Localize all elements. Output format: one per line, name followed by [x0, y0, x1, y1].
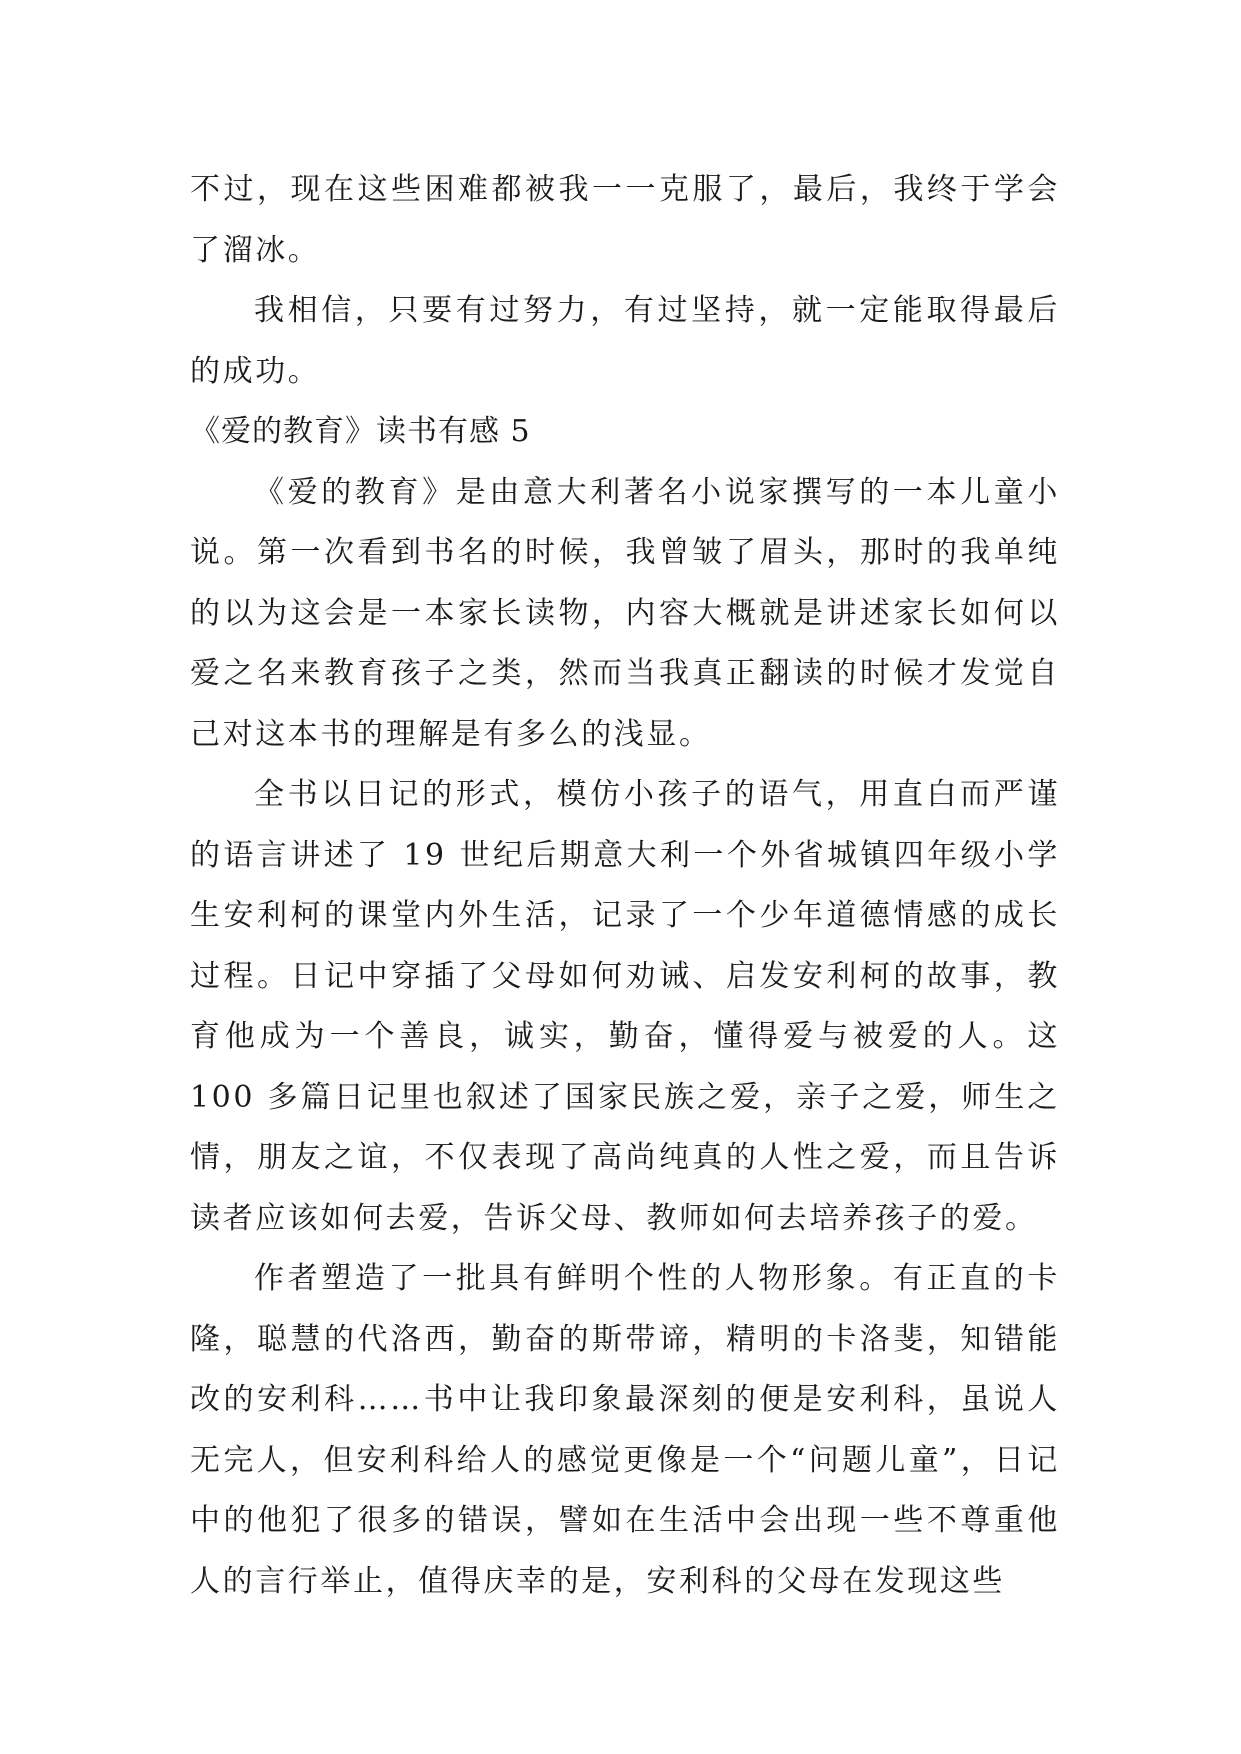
document-body: [190, 160, 1060, 1612]
paragraph-skating-conclusion: 不过，现在这些困难都被我一一克服了，最后，我终于学会了溜冰。: [190, 172, 1060, 268]
paragraph-characters: 作者塑造了一批具有鲜明个性的人物形象。有正直的卡隆，聪慧的代洛西，勤奋的斯带谛，精明的卡洛斐，知错能改的安利科……书中让我印象最深刻的便是安利科，虽说人无完人，但安利科给人的感觉更像是一个“问题儿童”，日记中的他犯了很多的错误，譬如在生活中会出现一些不尊重他人的言行举止，值得庆幸的是，安利科的父母在发现这些: [190, 1261, 1060, 1599]
paragraph-belief: 我相信，只要有过努力，有过坚持，就一定能取得最后的成功。: [190, 293, 1060, 389]
paragraph-book-intro: 《爱的教育》是由意大利著名小说家撰写的一本儿童小说。第一次看到书名的时候，我曾皱了眉头，那时的我单纯的以为这会是一本家长读物，内容大概就是讲述家长如何以爱之名来教育孩子之类，然而当我真正翻读的时候才发觉自己对这本书的理解是有多么的浅显。: [190, 474, 1060, 752]
paragraph-book-summary: 全书以日记的形式，模仿小孩子的语气，用直白而严谨的语言讲述了 19 世纪后期意大利一个外省城镇四年级小学生安利柯的课堂内外生活，记录了一个少年道德情感的成长过程。日记中穿插了父母如何劝诫、启发安利柯的故事，教育他成为一个善良，诚实，勤奋，懂得爱与被爱的人。这 100 多篇日记里也叙述了国家民族之爱，亲子之爱，师生之情，朋友之谊，不仅表现了高尚纯真的人性之爱，而且告诉读者应该如何去爱，告诉父母、教师如何去培养孩子的爱。: [190, 777, 1060, 1236]
section-heading: 《爱的教育》读书有感 5: [190, 414, 531, 449]
